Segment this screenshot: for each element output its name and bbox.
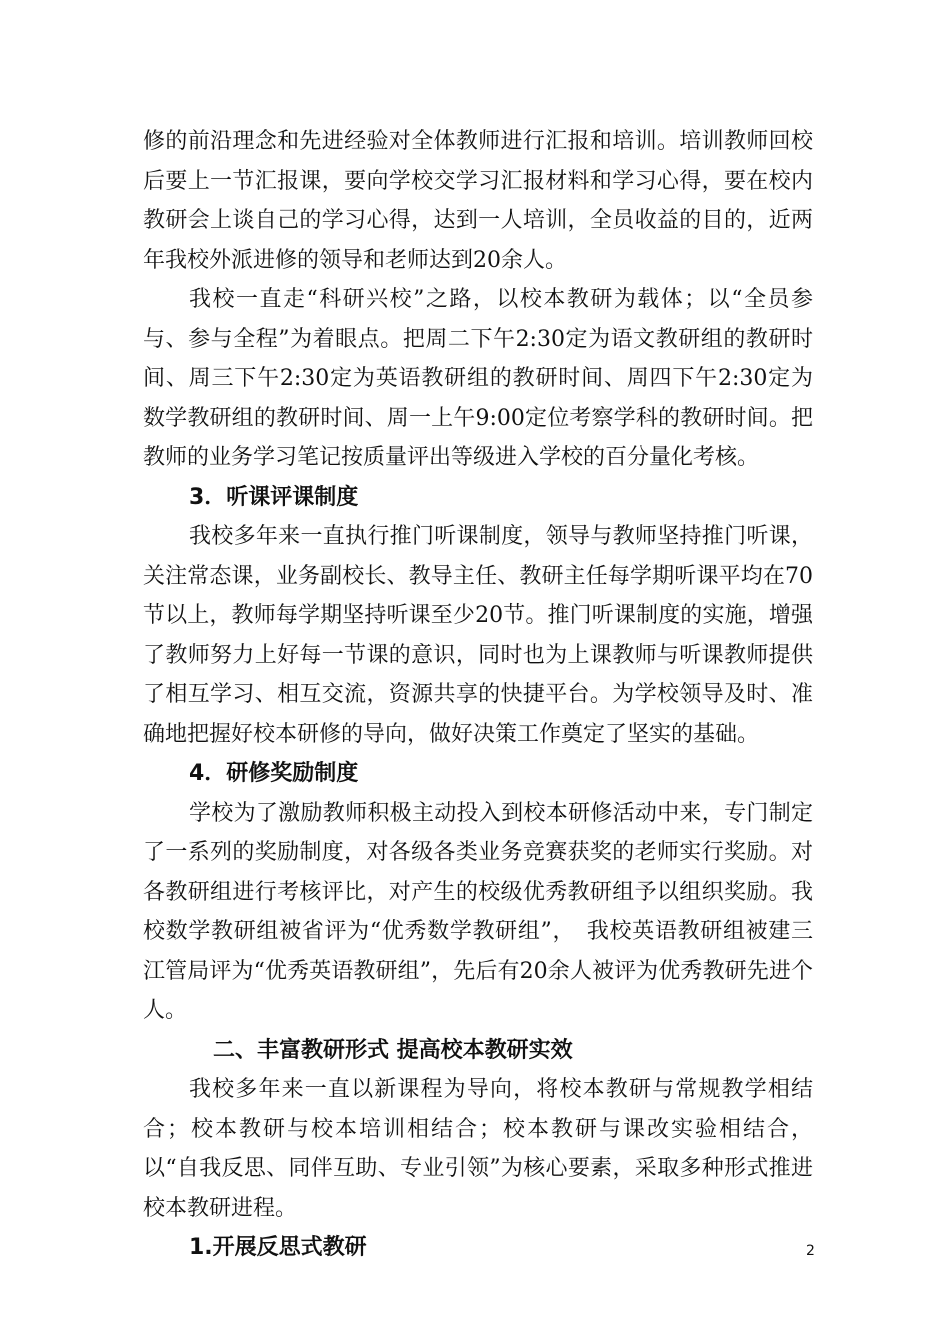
paragraph-research-schedule: 我校一直走“科研兴校”之路，以校本教研为载体；以“全员参与、参与全程”为着眼点。把周二下午2:30定为语文教研组的教研时间、周三下午2:30定为英语教研组的教研时间、周四下午2:30定为数学教研组的教研时间、周一上午9:00定位考察学科的教研时间。把教师的业务学习笔记按质量评出等级进入学校的百分量化考核。 xyxy=(143,287,813,470)
paragraph-research-forms: 我校多年来一直以新课程为导向，将校本教研与常规教学相结合；校本教研与校本培训相结合；校本教研与课改实验相结合，以“自我反思、同伴互助、专业引领”为核心要素，采取多种形式推进校本教研进程。 xyxy=(143,1077,813,1221)
paragraph-lesson-observation: 我校多年来一直执行推门听课制度，领导与教师坚持推门听课，关注常态课，业务副校长、教导主任、教研主任每学期听课平均在70节以上，教师每学期坚持听课至少20节。推门听课制度的实施，增强了教师努力上好每一节课的意识，同时也为上课教师与听课教师提供了相互学习、相互交流，资源共享的快捷平台。为学校领导及时、准确地把握好校本研修的导向，做好决策工作奠定了坚实的基础。 xyxy=(143,524,813,747)
page-number: 2 xyxy=(806,1243,815,1259)
heading-reflective-research: 1.开展反思式教研 xyxy=(189,1235,367,1260)
paragraph-continued-training: 修的前沿理念和先进经验对全体教师进行汇报和培训。培训教师回校后要上一节汇报课，要向学校交学习汇报材料和学习心得，要在校内教研会上谈自己的学习心得，达到一人培训，全员收益的目的，近两年我校外派进修的领导和老师达到20余人。 xyxy=(143,129,813,273)
paragraph-reward-system: 学校为了激励教师积极主动投入到校本研修活动中来，专门制定了一系列的奖励制度，对各级各类业务竞赛获奖的老师实行奖励。对各教研组进行考核评比，对产生的校级优秀教研组予以组织奖励。我校数学教研组被省评为“优秀数学教研组”， 我校英语教研组被建三江管局评为“优秀英语教研组”，先后有20余人被评为优秀教研先进个人。 xyxy=(143,800,813,1023)
heading-reward-system: 4．研修奖励制度 xyxy=(189,761,359,786)
heading-lesson-observation: 3．听课评课制度 xyxy=(189,484,359,510)
page-body xyxy=(143,122,813,1268)
heading-section-two: 二、丰富教研形式 提高校本教研实效 xyxy=(213,1037,573,1063)
